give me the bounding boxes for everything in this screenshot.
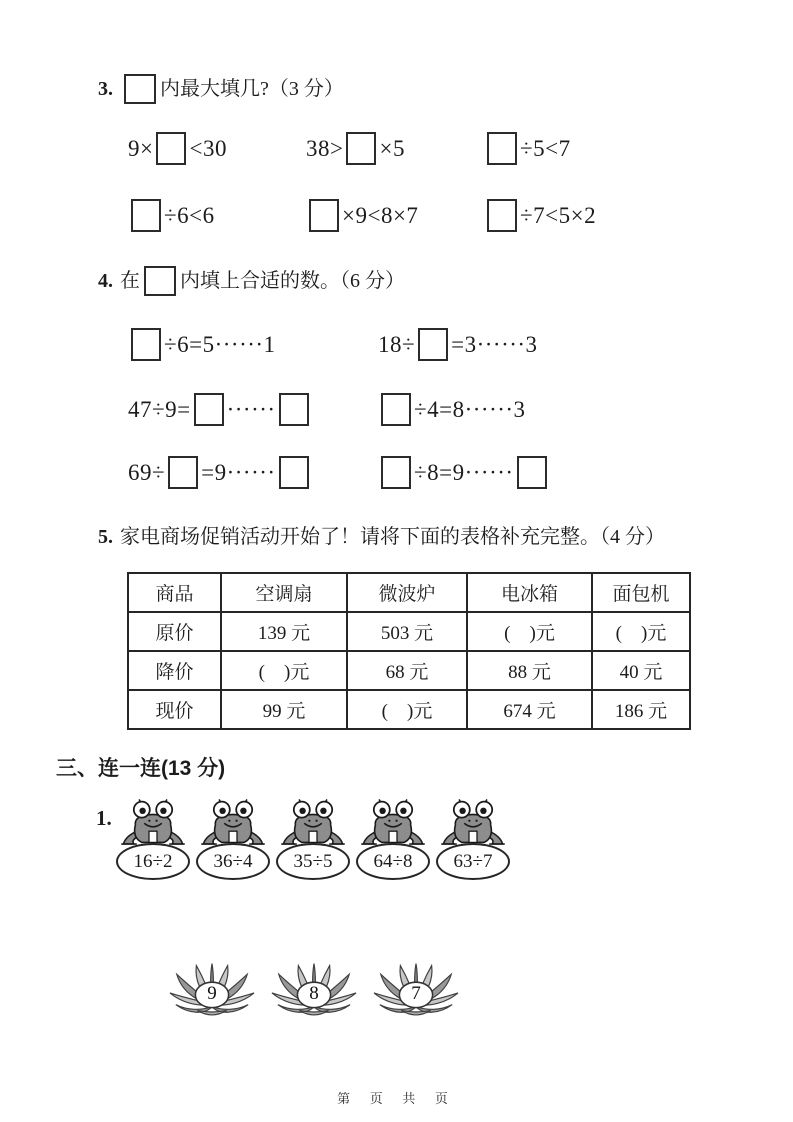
frog-icon (121, 798, 185, 850)
answer-box[interactable] (279, 393, 309, 426)
q4-expression: ÷8=9······ (378, 456, 550, 489)
table-cell: 88 元 (467, 651, 592, 690)
frog-expression: 63÷7 (453, 850, 493, 872)
question-5-title (98, 520, 665, 549)
q3-expression: 9× <30 (128, 132, 306, 165)
frog-card (114, 798, 192, 880)
table-cell: 99 元 (221, 690, 347, 729)
q3-expression: ÷5<7 (484, 132, 662, 165)
question-4-text-pre: 在 (120, 270, 140, 292)
table-header-cell: 电冰箱 (467, 573, 592, 612)
q4-row-1 (128, 328, 538, 361)
table-cell-blank[interactable]: ( )元 (221, 651, 347, 690)
question-3-title (98, 72, 344, 104)
frog-card (274, 798, 352, 880)
question-5-text: 家电商场促销活动开始了！请将下面的表格补充完整。（4 分） (120, 526, 665, 548)
frog-icon (201, 798, 265, 850)
table-cell-blank[interactable]: ( )元 (592, 612, 690, 651)
q4-expression: ÷6=5······1 (128, 328, 378, 361)
table-cell-blank[interactable]: ( )元 (347, 690, 467, 729)
answer-box[interactable] (487, 199, 517, 232)
row-label: 原价 (128, 612, 221, 651)
frog-icon (441, 798, 505, 850)
frog-expression: 35÷5 (293, 850, 333, 872)
lotus-number: 9 (207, 982, 217, 1004)
table-cell: 68 元 (347, 651, 467, 690)
q4-expression: 18÷ =3······3 (378, 328, 538, 361)
q3-expression: ÷6<6 (128, 199, 306, 232)
table-header-cell: 微波炉 (347, 573, 467, 612)
question-4-number: 4. (98, 270, 113, 292)
table-header-cell: 面包机 (592, 573, 690, 612)
lotus-answer[interactable] (270, 960, 358, 1020)
q4-row-2 (128, 393, 526, 426)
lotus-row (168, 960, 460, 1020)
answer-box[interactable] (381, 393, 411, 426)
table-header-cell: 商品 (128, 573, 221, 612)
answer-box[interactable] (418, 328, 448, 361)
item-1-number: 1. (96, 806, 112, 830)
table-cell: 186 元 (592, 690, 690, 729)
q3-row-2 (128, 199, 662, 232)
answer-box[interactable] (168, 456, 198, 489)
q4-expression: 69÷ =9······ (128, 456, 378, 489)
row-label: 降价 (128, 651, 221, 690)
answer-box[interactable] (487, 132, 517, 165)
q3-row-1 (128, 132, 662, 165)
question-5-number: 5. (98, 526, 113, 548)
table-cell: 40 元 (592, 651, 690, 690)
frog-expression: 64÷8 (373, 850, 413, 872)
table-row (128, 651, 690, 690)
price-table (127, 572, 691, 730)
frog-row (114, 798, 512, 880)
frog-icon (361, 798, 425, 850)
table-cell: 139 元 (221, 612, 347, 651)
lotus-answer[interactable] (372, 960, 460, 1020)
answer-box (144, 266, 176, 296)
frog-card (434, 798, 512, 880)
table-header-row (128, 573, 690, 612)
q4-expression: ÷4=8······3 (378, 393, 526, 426)
answer-box (124, 74, 156, 104)
section-3-title: 三、连一连(13 分) (56, 757, 226, 780)
page-footer: 第 页 共 页 (337, 1091, 456, 1106)
answer-box[interactable] (156, 132, 186, 165)
table-cell: 503 元 (347, 612, 467, 651)
table-cell: 674 元 (467, 690, 592, 729)
row-label: 现价 (128, 690, 221, 729)
answer-box[interactable] (131, 199, 161, 232)
table-row (128, 612, 690, 651)
q4-row-3 (128, 456, 550, 489)
question-3-number: 3. (98, 78, 113, 100)
frog-card (194, 798, 272, 880)
table-header-cell: 空调扇 (221, 573, 347, 612)
answer-box[interactable] (309, 199, 339, 232)
question-4-text-post: 内填上合适的数。（6 分） (180, 270, 405, 292)
q3-expression: ÷7<5×2 (484, 199, 662, 232)
lotus-number: 7 (411, 982, 421, 1004)
answer-box[interactable] (346, 132, 376, 165)
answer-box[interactable] (381, 456, 411, 489)
frog-expression: 16÷2 (133, 850, 173, 872)
table-cell-blank[interactable]: ( )元 (467, 612, 592, 651)
q3-expression: 38> ×5 (306, 132, 484, 165)
frog-icon (281, 798, 345, 850)
answer-box[interactable] (131, 328, 161, 361)
question-4-title (98, 264, 405, 296)
answer-box[interactable] (279, 456, 309, 489)
frog-expression: 36÷4 (213, 850, 253, 872)
answer-box[interactable] (194, 393, 224, 426)
question-3-text: 内最大填几?（3 分） (160, 78, 344, 100)
answer-box[interactable] (517, 456, 547, 489)
lotus-number: 8 (309, 982, 319, 1004)
frog-card (354, 798, 432, 880)
q4-expression: 47÷9= ······ (128, 393, 378, 426)
lotus-answer[interactable] (168, 960, 256, 1020)
table-row (128, 690, 690, 729)
q3-expression: ×9<8×7 (306, 199, 484, 232)
